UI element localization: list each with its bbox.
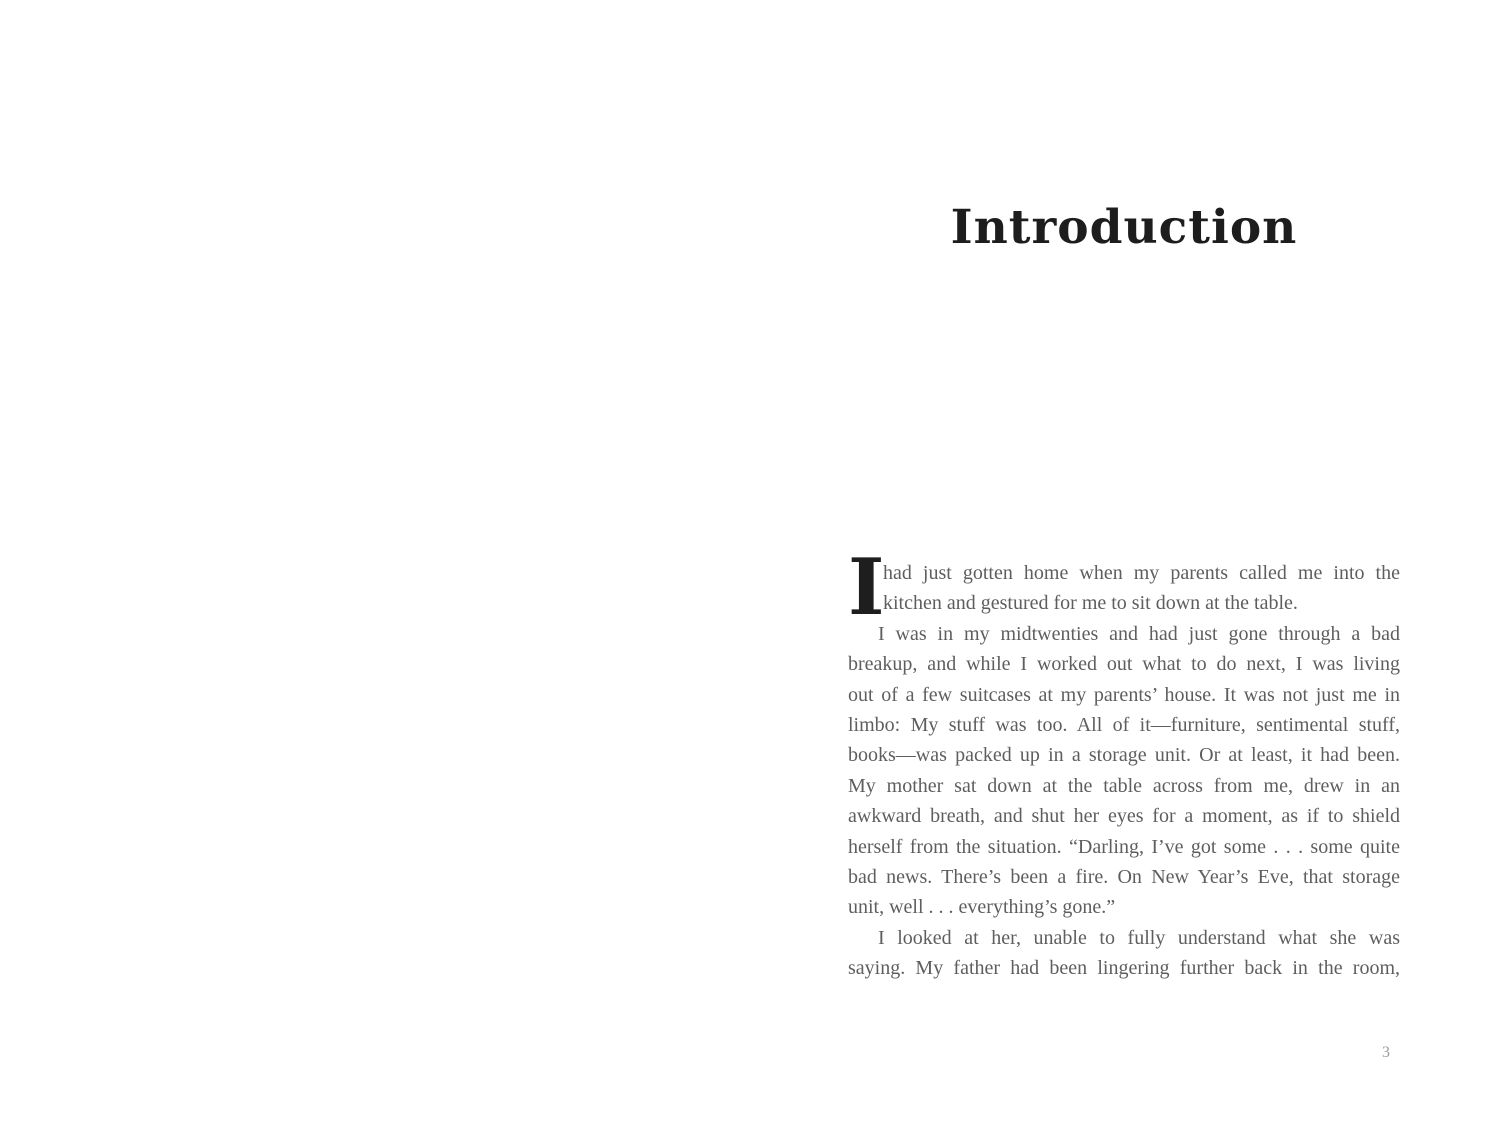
text-line: had just gotten home when my parents called me into the [883, 562, 1400, 584]
drop-cap: I [848, 541, 885, 633]
body-text [848, 541, 1400, 984]
chapter-title: Introduction [950, 200, 1298, 255]
text-line: out of a few suitcases at my parents’ house. It was not just me in [848, 683, 1400, 706]
text-line: limbo: My stuff was too. All of it—furniture, sentimental stuff, [848, 714, 1400, 737]
text-line: unit, well . . . everything’s gone.” [848, 896, 1116, 919]
text-line: breakup, and while I worked out what to do next, I was living [848, 653, 1400, 676]
text-line: kitchen and gestured for me to sit down at the table. [883, 592, 1298, 615]
text-line: I was in my midtwenties and had just gone through a bad [878, 622, 1400, 645]
text-line: bad news. There’s been a fire. On New Year’s Eve, that storage [848, 866, 1400, 889]
text-line: awkward breath, and shut her eyes for a moment, as if to shield [848, 805, 1400, 828]
text-line: My mother sat down at the table across from me, drew in an [848, 774, 1400, 797]
text-line: saying. My father had been lingering further back in the room, [848, 957, 1400, 980]
page-number: 3 [1382, 1044, 1390, 1061]
text-line: I looked at her, unable to fully understand what she was [878, 926, 1400, 949]
text-line: herself from the situation. “Darling, I’ve got some . . . some quite [848, 835, 1400, 858]
text-line: books—was packed up in a storage unit. Or at least, it had been. [848, 744, 1400, 767]
